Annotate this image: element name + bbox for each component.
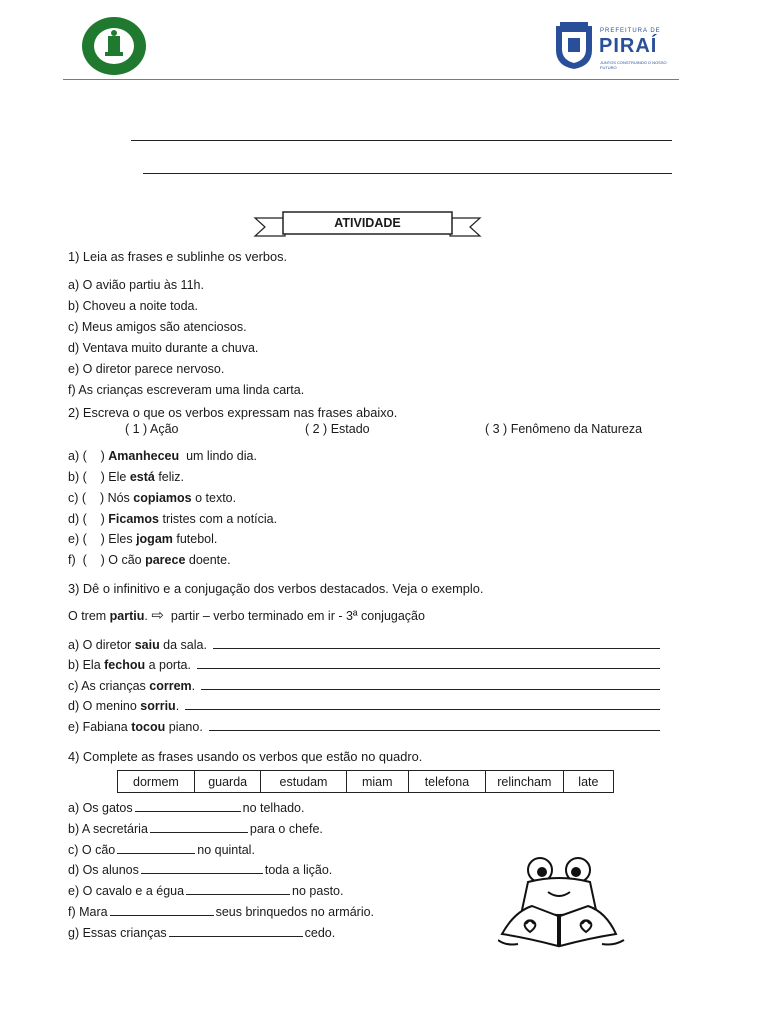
answer-blank[interactable] <box>197 657 660 669</box>
verb-cell: relincham <box>485 771 563 793</box>
q2-item-c: c) ( ) Nós copiamos o texto. <box>68 491 237 505</box>
answer-blank[interactable] <box>117 842 195 854</box>
q3-item-c: c) As crianças correm . <box>68 678 662 694</box>
q4-item-d: d) Os alunos toda a lição. <box>68 863 333 877</box>
banner-title: ATIVIDADE <box>334 216 401 230</box>
activity-banner <box>253 210 482 240</box>
frog-reading-illustration <box>498 854 630 950</box>
q2-item-a: a) ( ) Amanheceu um lindo dia. <box>68 449 257 463</box>
header-rule <box>63 79 679 80</box>
q4-item-a: a) Os gatos no telhado. <box>68 801 305 815</box>
q3-prompt: 3) Dê o infinitivo e a conjugação dos verbos destacados. Veja o exemplo. <box>68 581 484 596</box>
q1-item-c: c) Meus amigos são atenciosos. <box>68 320 247 334</box>
q3-item-b: b) Ela fechou a porta. <box>68 657 662 673</box>
verb-box <box>117 770 614 793</box>
answer-blank[interactable] <box>110 904 214 916</box>
verb-cell: miam <box>346 771 409 793</box>
prefeitura-tagline: JUNTOS CONSTRUINDO O NOSSO FUTURO <box>600 60 667 70</box>
q1-prompt: 1) Leia as frases e sublinhe os verbos. <box>68 249 288 264</box>
q3-example: O trem partiu. ⇨ partir – verbo terminado em ir - 3ª conjugação <box>68 607 425 624</box>
answer-blank[interactable] <box>185 698 660 710</box>
answer-blank[interactable] <box>213 637 660 649</box>
q1-item-d: d) Ventava muito durante a chuva. <box>68 341 259 355</box>
school-logo <box>81 16 147 76</box>
q1-item-a: a) O avião partiu às 11h. <box>68 278 204 292</box>
verb-cell: estudam <box>261 771 346 793</box>
q1-item-b: b) Choveu a noite toda. <box>68 299 198 313</box>
name-line-2 <box>143 173 672 174</box>
arrow-icon: ⇨ <box>151 607 164 624</box>
q4-item-f: f) Mara seus brinquedos no armário. <box>68 905 375 919</box>
prefeitura-name: PIRAÍ <box>599 35 658 57</box>
q4-item-b: b) A secretária para o chefe. <box>68 822 323 836</box>
q4-item-e: e) O cavalo e a égua no pasto. <box>68 884 344 898</box>
answer-blank[interactable] <box>201 678 660 690</box>
q2-item-d: d) ( ) Ficamos tristes com a notícia. <box>68 512 278 526</box>
verb-cell: dormem <box>118 771 195 793</box>
verb-cell: guarda <box>194 771 261 793</box>
q2-prompt: 2) Escreva o que os verbos expressam nas frases abaixo. <box>68 405 398 420</box>
verb-cell: telefona <box>409 771 486 793</box>
answer-blank[interactable] <box>169 925 303 937</box>
name-line-1 <box>131 140 672 141</box>
q3-item-e: e) Fabiana tocou piano. <box>68 719 662 735</box>
q4-item-c: c) O cão no quintal. <box>68 843 255 857</box>
q3-item-d: d) O menino sorriu . <box>68 698 662 714</box>
q2-option-2: ( 2 ) Estado <box>305 422 370 436</box>
q4-prompt: 4) Complete as frases usando os verbos que estão no quadro. <box>68 749 423 764</box>
q3-item-a: a) O diretor saiu da sala. <box>68 637 662 653</box>
prefeitura-logo <box>552 22 672 72</box>
q2-item-b: b) ( ) Ele está feliz. <box>68 470 185 484</box>
answer-blank[interactable] <box>141 862 263 874</box>
q1-item-f: f) As crianças escreveram uma linda carta. <box>68 383 305 397</box>
answer-blank[interactable] <box>150 821 248 833</box>
prefeitura-small-label: PREFEITURA DE <box>600 28 661 34</box>
q2-item-f: f) ( ) O cão parece doente. <box>68 553 231 567</box>
answer-blank[interactable] <box>135 800 241 812</box>
q2-option-1: ( 1 ) Ação <box>125 422 179 436</box>
verb-cell: late <box>563 771 613 793</box>
answer-blank[interactable] <box>209 719 660 731</box>
answer-blank[interactable] <box>186 883 290 895</box>
q4-item-g: g) Essas crianças cedo. <box>68 926 336 940</box>
q1-item-e: e) O diretor parece nervoso. <box>68 362 225 376</box>
q2-item-e: e) ( ) Eles jogam futebol. <box>68 532 218 546</box>
q2-option-3: ( 3 ) Fenômeno da Natureza <box>485 422 643 436</box>
